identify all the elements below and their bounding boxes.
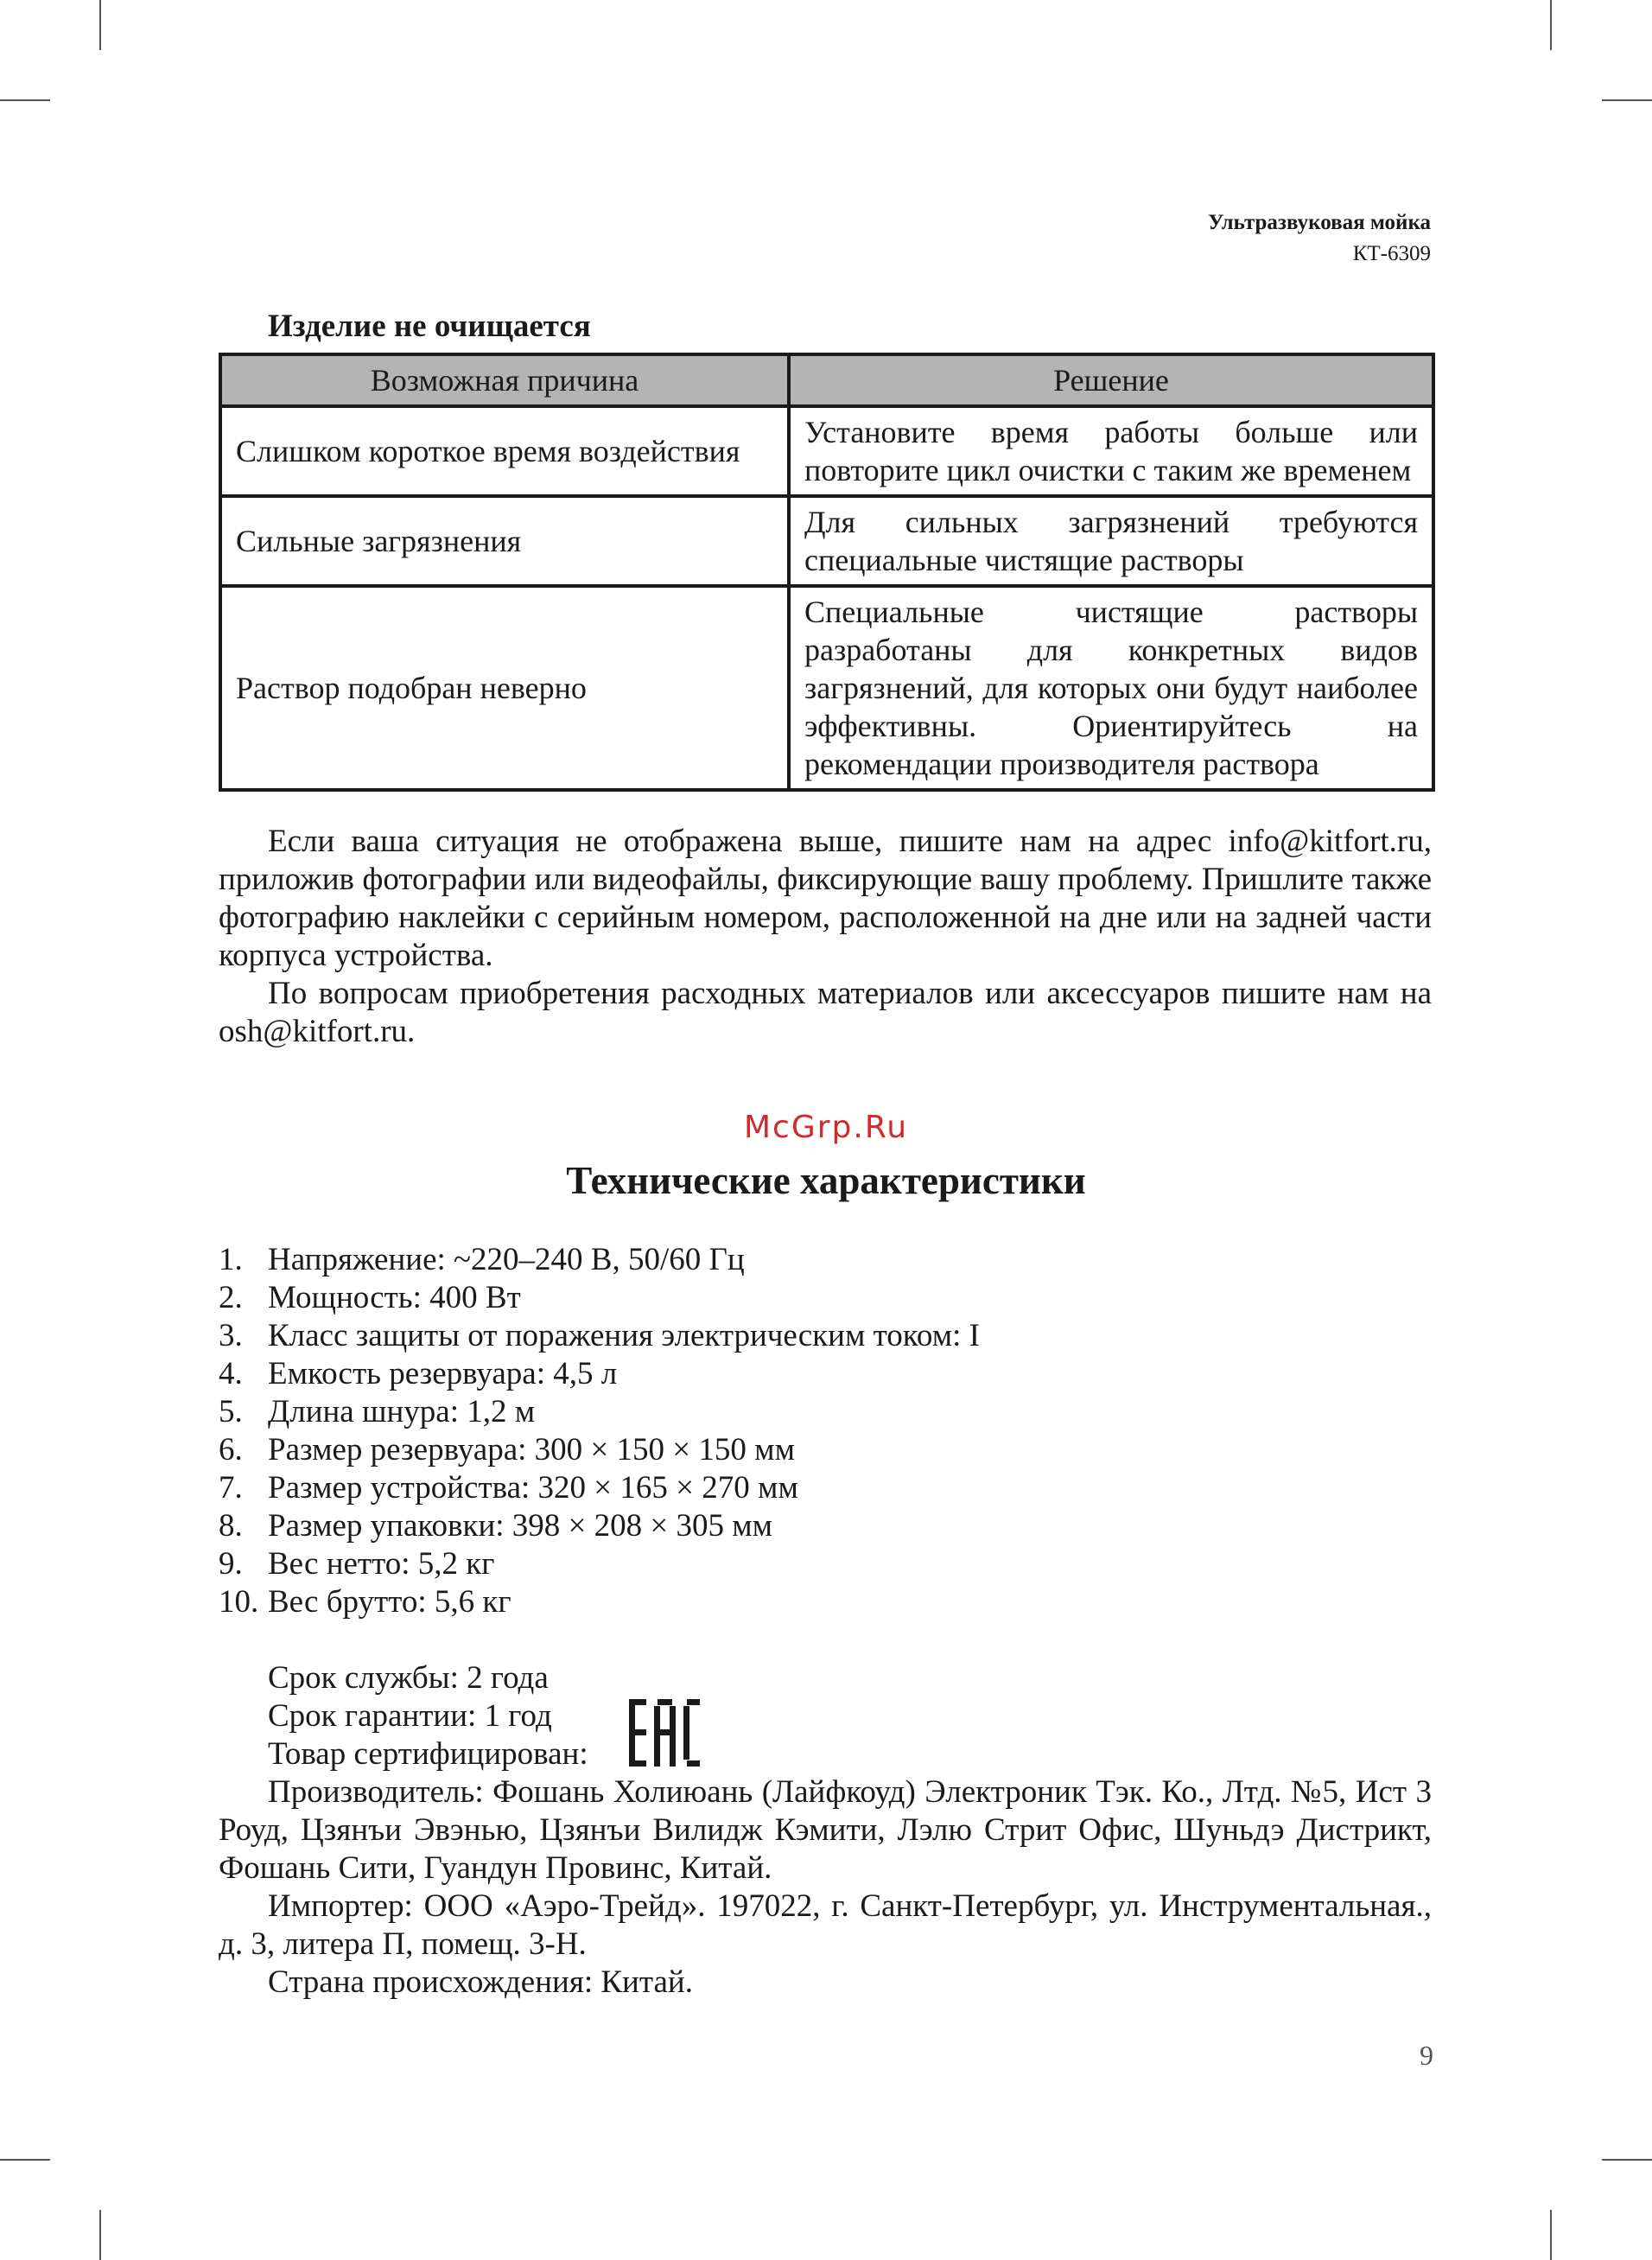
item-text: Напряжение: ~220–240 В, 50/60 Гц	[268, 1242, 745, 1277]
crop-mark	[0, 2159, 50, 2161]
item-number: 9.	[219, 1546, 243, 1582]
list-item	[219, 1355, 980, 1393]
cause-cell: Раствор подобран неверно	[220, 586, 789, 790]
running-header	[1208, 207, 1431, 270]
crop-mark	[1602, 2159, 1652, 2161]
eac-mark-icon	[629, 1699, 700, 1767]
item-text: Размер устройства: 320 × 165 × 270 мм	[268, 1470, 798, 1506]
specs-title: Технические характеристики	[566, 1159, 1086, 1202]
item-text: Размер упаковки: 398 × 208 × 305 мм	[268, 1508, 773, 1544]
table-row	[220, 586, 1433, 790]
list-item	[219, 1583, 980, 1621]
list-item	[219, 1393, 980, 1431]
crop-mark	[1550, 0, 1552, 50]
table-header-row	[220, 354, 1433, 406]
list-item	[219, 1507, 980, 1545]
list-item	[219, 1241, 980, 1279]
column-header-solution: Решение	[789, 354, 1433, 406]
cause-cell: Слишком короткое время воздействия	[220, 406, 789, 496]
item-number: 4.	[219, 1356, 243, 1391]
list-item	[219, 1545, 980, 1583]
item-number: 3.	[219, 1318, 243, 1353]
importer-info: Импортер: ООО «Аэро-Трейд». 197022, г. Санкт-Петербург, ул. Инструментальная., д. 3, литера П, помещ. 3-Н.	[219, 1888, 1432, 1962]
item-number: 5.	[219, 1394, 243, 1429]
troubleshooting-title: Изделие не очищается	[268, 309, 591, 344]
item-text: Емкость резервуара: 4,5 л	[268, 1356, 618, 1391]
list-item	[219, 1317, 980, 1355]
item-text: Длина шнура: 1,2 м	[268, 1394, 536, 1429]
crop-mark	[1550, 2210, 1552, 2260]
list-item	[219, 1431, 980, 1469]
item-number: 10.	[219, 1584, 259, 1620]
crop-mark	[99, 0, 101, 50]
service-life: Срок службы: 2 года	[268, 1660, 549, 1696]
list-item	[219, 1279, 980, 1317]
certified-label: Товар сертифицирован:	[268, 1736, 588, 1772]
item-number: 6.	[219, 1432, 243, 1467]
troubleshooting-table	[219, 353, 1435, 792]
table-row	[220, 406, 1433, 496]
page-number: 9	[1420, 2040, 1433, 2071]
item-text: Размер резервуара: 300 × 150 × 150 мм	[268, 1432, 795, 1467]
origin-info: Страна происхождения: Китай.	[268, 1964, 693, 2000]
crop-mark	[0, 99, 50, 101]
item-number: 2.	[219, 1280, 243, 1315]
item-text: Мощность: 400 Вт	[268, 1280, 521, 1315]
list-item	[219, 1469, 980, 1507]
manufacturer-info: Производитель: Фошань Холиюань (Лайфкоуд) Электроник Тэк. Ко., Лтд. №5, Ист 3 Роуд, Цзянъи Эвэнью, Цзянъи Вилидж Кэмити, Лэлю Стрит Офис, Шуньдэ Дистрикт, Фошань Сити, Гуандун Провинс, Китай.	[219, 1774, 1432, 1886]
item-text: Вес брутто: 5,6 кг	[268, 1584, 511, 1620]
column-header-cause: Возможная причина	[220, 354, 789, 406]
cause-cell: Сильные загрязнения	[220, 496, 789, 586]
item-text: Вес нетто: 5,2 кг	[268, 1546, 495, 1582]
crop-mark	[1602, 99, 1652, 101]
model-number: КТ-6309	[1352, 242, 1431, 265]
solution-cell: Специальные чистящие растворы разработаны для конкретных видов загрязнений, для которых они будут наиболее эффективны. Ориентируйтесь на рекомендации производителя раствора	[789, 586, 1433, 790]
item-number: 7.	[219, 1470, 243, 1506]
product-title: Ультразвуковая мойка	[1208, 211, 1431, 234]
warranty: Срок гарантии: 1 год	[268, 1698, 552, 1734]
contact-paragraph: Если ваша ситуация не отображена выше, пишите нам на адрес info@kitfort.ru, приложив фотографии или видеофайлы, фиксирующие вашу проблему. Пришлите также фотографию наклейки с серийным номером, расположенной на дне или на задней части корпуса устройства.	[219, 824, 1432, 973]
watermark: McGrp.Ru	[743, 1110, 909, 1145]
accessories-paragraph: По вопросам приобретения расходных материалов или аксессуаров пишите нам на osh@kitfort.ru.	[219, 976, 1432, 1049]
table-row	[220, 496, 1433, 586]
item-text: Класс защиты от поражения электрическим током: I	[268, 1318, 980, 1353]
specs-list	[219, 1241, 980, 1621]
solution-cell: Для сильных загрязнений требуются специальные чистящие растворы	[789, 496, 1433, 586]
item-number: 1.	[219, 1242, 243, 1277]
solution-cell: Установите время работы больше или повторите цикл очистки с таким же временем	[789, 406, 1433, 496]
crop-mark	[99, 2210, 101, 2260]
item-number: 8.	[219, 1508, 243, 1544]
